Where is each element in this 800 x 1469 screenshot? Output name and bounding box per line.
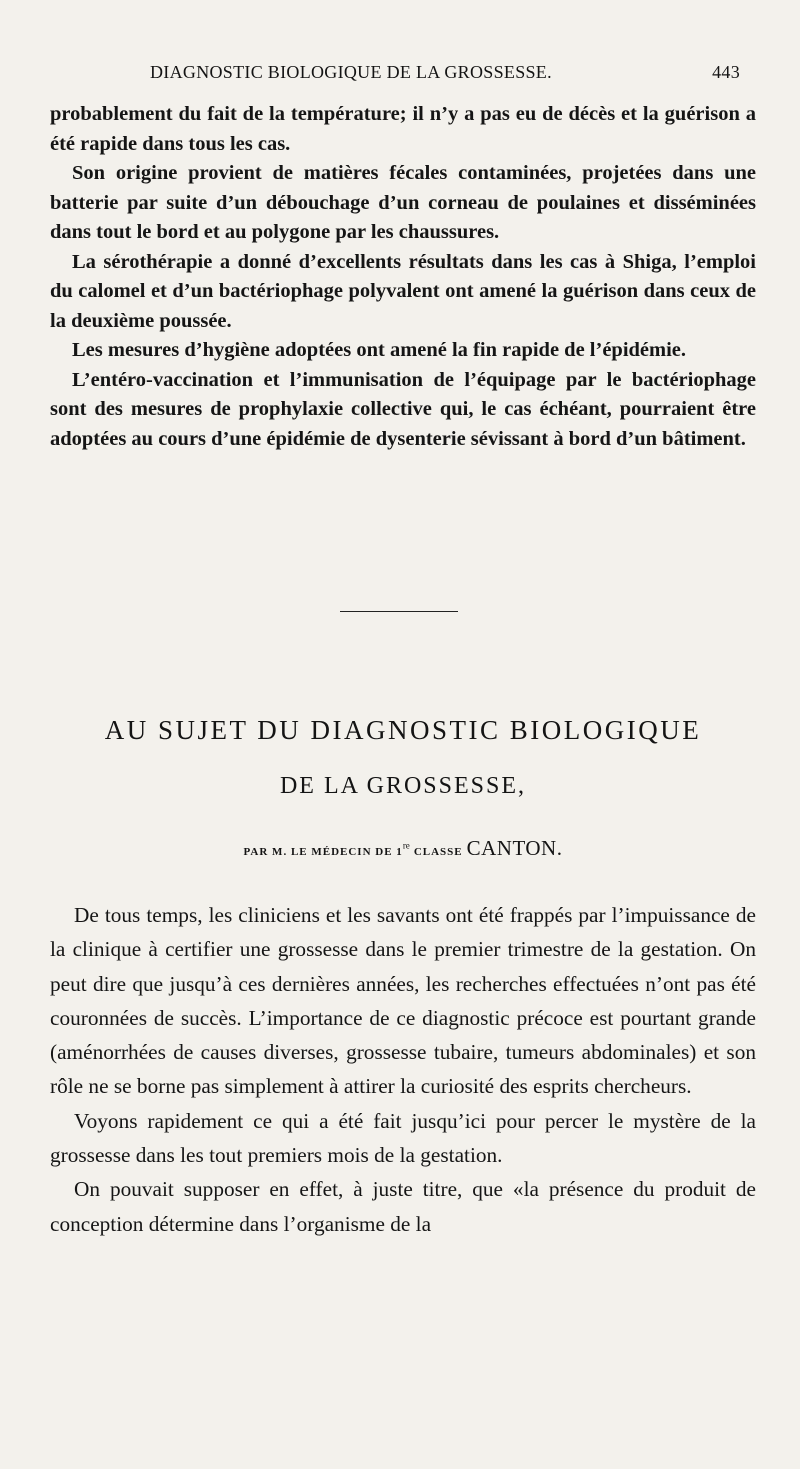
byline [50, 836, 756, 861]
running-title: DIAGNOSTIC BIOLOGIQUE DE LA GROSSESSE. [150, 62, 552, 82]
article-body [50, 898, 756, 1241]
byline-ordinal: re [402, 840, 410, 851]
paragraph: probablement du fait de la température; il n’y a pas eu de décès et la guérison a été rapide dans tous les cas. [50, 103, 756, 155]
paragraph: On pouvait supposer en effet, à juste titre, que «la présence du produit de conception détermine dans l’organisme de la [50, 1177, 756, 1236]
paragraph: Les mesures d’hygiène adoptées ont amené la fin rapide de l’épidémie. [72, 339, 687, 361]
byline-class: CLASSE [413, 846, 463, 858]
section-divider [340, 611, 458, 612]
article-title: AU SUJET DU DIAGNOSTIC BIOLOGIQUE [104, 715, 702, 745]
paragraph: Son origine provient de matières fécales contaminées, projetées dans une batterie par suite d’un débouchage d’un corneau de poulaines et disséminées dans tout le bord et au polygone par les chaussures. [50, 162, 756, 243]
page-number: 443 [712, 62, 740, 82]
paragraph: De tous temps, les cliniciens et les savants ont été frappés par l’impuissance de la clinique à certifier une grossesse dans le premier trimestre de la gestation. On peut dire que jusqu’à ces dernières années, les recherches effectuées n’ont pas été couronnées de succès. L’importance de ce diagnostic précoce est pourtant grande (aménorrhées de causes diverses, grossesse tubaire, tumeurs abdominales) et son rôle ne se borne pas simplement à attirer la curiosité des esprits chercheurs. [50, 903, 756, 1099]
previous-article-text [50, 100, 756, 454]
byline-prefix: PAR M. LE MÉDECIN DE 1 [243, 846, 403, 858]
paragraph: La sérothérapie a donné d’excellents résultats dans les cas à Shiga, l’emploi du calomel et d’un bactériophage polyvalent ont amené la guérison dans ceux de la deuxième poussée. [50, 250, 756, 332]
page-header [150, 62, 740, 90]
article-title-line2: DE LA GROSSESSE, [279, 773, 527, 799]
paragraph: Voyons rapidement ce qui a été fait jusqu’ici pour percer le mystère de la grossesse dans les tout premiers mois de la gestation. [50, 1108, 756, 1168]
paragraph: L’entéro-vaccination et l’immunisation de l’équipage par le bactériophage sont des mesures de prophylaxie collective qui, le cas échéant, pourraient être adoptées au cours d’une épidémie de dysenterie sévissant à bord d’un bâtiment. [50, 368, 756, 450]
author-name: CANTON. [466, 836, 563, 860]
